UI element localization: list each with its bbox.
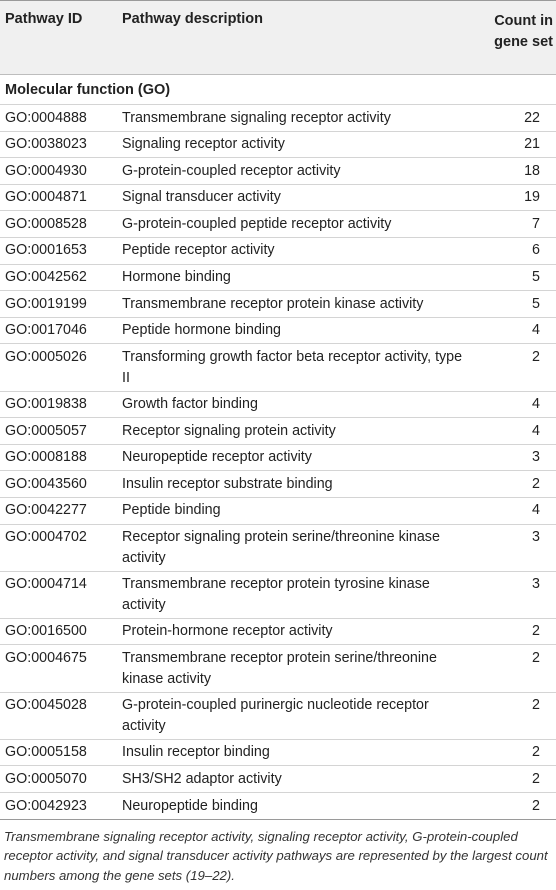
table-row	[0, 792, 556, 819]
pathway-description-cell: Hormone binding	[122, 269, 231, 286]
pathway-id-cell: GO:0005158	[5, 744, 87, 761]
pathway-id-cell: GO:0008188	[5, 449, 87, 466]
header-count-line1: Count in	[494, 13, 553, 29]
table-row	[0, 765, 556, 792]
count-cell: 2	[532, 348, 540, 365]
table-footnote: Transmembrane signaling receptor activity, signaling receptor activity, G-protein-coupled receptor activity, and signal transducer activity pathways are represented by the largest count numbers among the gene sets (19–22).	[4, 828, 548, 883]
table-body	[0, 104, 556, 819]
pathway-id-cell: GO:0004675	[5, 649, 87, 666]
pathway-description-cell: G-protein-coupled peptide receptor activity	[122, 215, 392, 232]
pathway-description-cell: Transmembrane receptor protein kinase activity	[122, 295, 424, 312]
pathway-id-cell: GO:0038023	[5, 136, 87, 153]
pathway-description-cell: Signal transducer activity	[122, 189, 281, 206]
pathway-id-cell: GO:0016500	[5, 623, 87, 640]
pathway-description-cell: Neuropeptide binding	[122, 797, 258, 814]
pathway-description-cell: Insulin receptor binding	[122, 744, 270, 761]
header-pathway-id: Pathway ID	[5, 11, 83, 27]
count-cell: 2	[532, 697, 540, 714]
table-row	[0, 343, 556, 390]
table-row	[0, 571, 556, 618]
count-cell: 4	[532, 322, 540, 339]
pathway-id-cell: GO:0001653	[5, 242, 87, 259]
table-row	[0, 104, 556, 131]
pathway-id-cell: GO:0019199	[5, 295, 87, 312]
pathway-id-cell: GO:0008528	[5, 215, 87, 232]
pathway-description-cell: Transmembrane receptor protein serine/threonine kinase activity	[122, 649, 437, 687]
table-row	[0, 470, 556, 497]
table-row	[0, 131, 556, 158]
pathway-description-cell: Transmembrane receptor protein tyrosine kinase activity	[122, 576, 430, 614]
table-row	[0, 157, 556, 184]
table-row	[0, 497, 556, 524]
section-title: Molecular function (GO)	[5, 82, 171, 98]
pathway-description-cell: SH3/SH2 adaptor activity	[122, 770, 282, 787]
header-count-in-gene-set	[463, 11, 553, 53]
pathway-id-cell: GO:0019838	[5, 396, 87, 413]
pathway-description-cell: Peptide hormone binding	[122, 322, 281, 339]
count-cell: 3	[532, 529, 540, 545]
count-cell: 22	[524, 109, 540, 126]
count-cell: 19	[524, 189, 540, 206]
table-row	[0, 210, 556, 237]
table-row	[0, 618, 556, 645]
count-cell: 6	[532, 242, 540, 259]
count-cell: 2	[532, 797, 540, 814]
pathway-id-cell: GO:0004714	[5, 576, 87, 593]
pathway-id-cell: GO:0004702	[5, 529, 87, 545]
count-cell: 2	[532, 475, 540, 492]
count-cell: 7	[532, 215, 540, 232]
table-row	[0, 391, 556, 418]
table-row	[0, 184, 556, 211]
section-heading	[0, 74, 556, 104]
pathway-id-cell: GO:0042277	[5, 502, 87, 519]
pathway-id-cell: GO:0005070	[5, 770, 87, 787]
pathway-description-cell: Receptor signaling protein serine/threonine kinase activity	[122, 529, 440, 566]
table-row	[0, 417, 556, 444]
pathway-description-cell: Transmembrane signaling receptor activity	[122, 109, 391, 126]
table-row	[0, 524, 556, 571]
pathway-description-cell: G-protein-coupled receptor activity	[122, 162, 341, 179]
table-header	[0, 0, 556, 74]
count-cell: 4	[532, 502, 540, 519]
pathway-id-cell: GO:0004888	[5, 109, 87, 126]
pathway-description-cell: Peptide binding	[122, 502, 221, 519]
pathway-id-cell: GO:0005026	[5, 348, 87, 365]
pathway-id-cell: GO:0005057	[5, 422, 87, 439]
pathway-description-cell: Insulin receptor substrate binding	[122, 475, 333, 492]
count-cell: 5	[532, 269, 540, 286]
pathway-id-cell: GO:0042923	[5, 797, 87, 814]
pathway-description-cell: G-protein-coupled purinergic nucleotide receptor activity	[122, 697, 429, 735]
count-cell: 3	[532, 449, 540, 466]
table-row	[0, 290, 556, 317]
table-row	[0, 317, 556, 344]
count-cell: 2	[532, 744, 540, 761]
pathway-description-cell: Growth factor binding	[122, 396, 258, 413]
table-row	[0, 237, 556, 264]
pathway-description-cell: Receptor signaling protein activity	[122, 422, 336, 439]
pathway-id-cell: GO:0017046	[5, 322, 87, 339]
count-cell: 5	[532, 295, 540, 312]
table-row	[0, 264, 556, 291]
table-row	[0, 739, 556, 766]
count-cell: 2	[532, 649, 540, 666]
count-cell: 3	[532, 576, 540, 593]
table-row	[0, 444, 556, 471]
count-cell: 21	[524, 136, 540, 153]
count-cell: 2	[532, 623, 540, 640]
pathway-id-cell: GO:0043560	[5, 475, 87, 492]
count-cell: 2	[532, 770, 540, 787]
pathway-description-cell: Peptide receptor activity	[122, 242, 275, 259]
pathway-description-cell: Neuropeptide receptor activity	[122, 449, 312, 466]
pathway-id-cell: GO:0004930	[5, 162, 87, 179]
header-pathway-description: Pathway description	[122, 11, 264, 27]
pathway-id-cell: GO:0004871	[5, 189, 87, 206]
table-row	[0, 692, 556, 739]
header-count-line2: gene set	[494, 34, 553, 50]
count-cell: 18	[524, 162, 540, 179]
table-row	[0, 644, 556, 691]
count-cell: 4	[532, 422, 540, 439]
pathway-description-cell: Signaling receptor activity	[122, 136, 285, 153]
pathway-description-cell: Protein-hormone receptor activity	[122, 623, 333, 640]
pathway-description-cell: Transforming growth factor beta receptor activity, type II	[122, 348, 463, 386]
pathway-id-cell: GO:0045028	[5, 697, 87, 714]
count-cell: 4	[532, 396, 540, 413]
pathway-id-cell: GO:0042562	[5, 269, 87, 286]
